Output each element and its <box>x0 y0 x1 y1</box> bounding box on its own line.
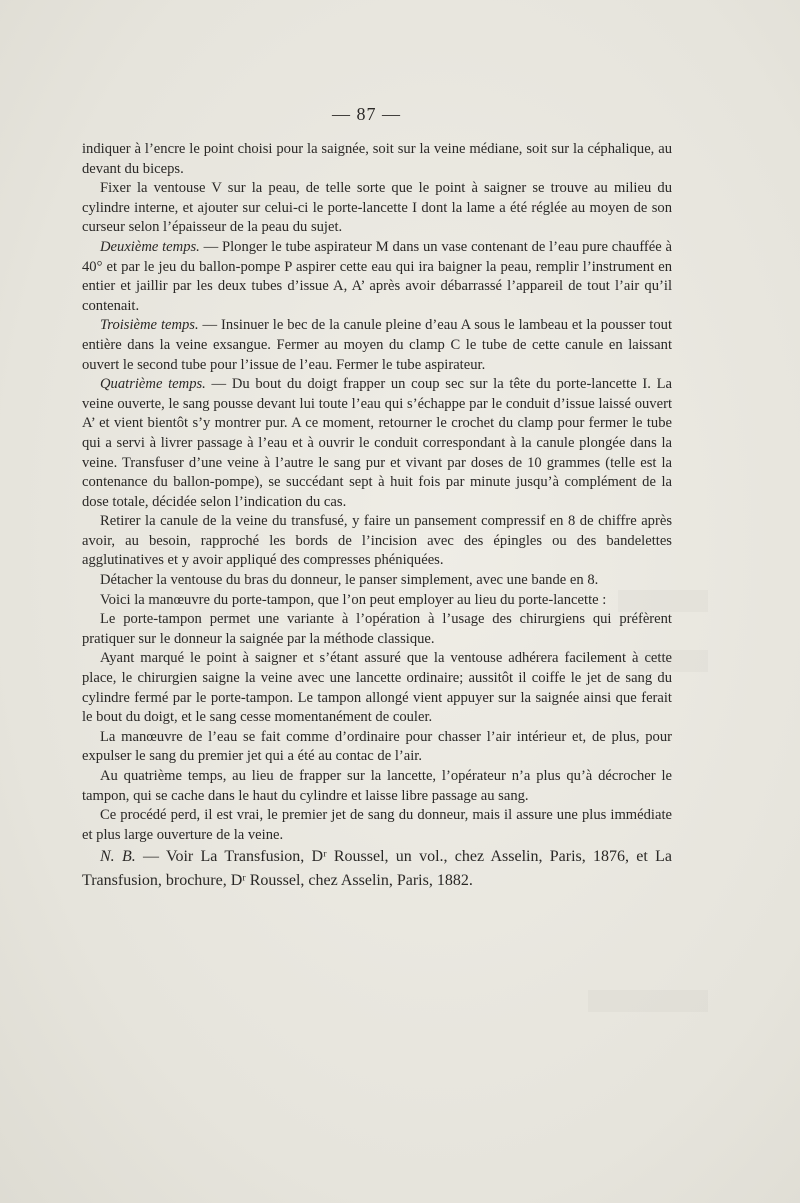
paragraph-text: Ce procédé perd, il est vrai, le premier jet de sang du donneur, mais il assure une plus immédiate et plus large ouverture de la veine. <box>82 807 672 843</box>
note-text: — Voir La Transfusion, Dʳ Roussel, un vol., chez Asselin, Paris, 1876, et La Transfusion, brochure, Dʳ Roussel, chez Asselin, Paris, 1882. <box>82 848 673 890</box>
body-text <box>82 140 672 893</box>
paragraph <box>82 179 672 238</box>
note-label: N. B. <box>100 848 136 866</box>
paragraph <box>82 806 672 845</box>
footnote-reference <box>82 845 672 893</box>
paragraph-text: — Plonger le tube aspirateur M dans un vase contenant de l’eau pure chauffée à 40° et par le jeu du ballon-pompe P aspirer cette eau qui ira baigner la peau, remplir l’instrument en entier et jaillir par les deux tubes d’issue A, A’ après avoir débarrassé l’appareil de tout l’air qu’il contenait. <box>82 238 673 314</box>
paragraph <box>82 512 672 571</box>
paragraph <box>82 767 672 806</box>
paragraph <box>82 571 672 591</box>
paragraph <box>82 728 672 767</box>
paragraph-text: Voici la manœuvre du porte-tampon, que l’on peut employer au lieu du porte-lancette : <box>100 591 607 608</box>
paragraph <box>82 649 672 727</box>
step-heading: Troisième temps. <box>100 317 199 334</box>
paragraph-text: Au quatrième temps, au lieu de frapper sur la lancette, l’opérateur n’a plus qu’à décrocher le tampon, qui se cache dans le haut du cylindre et laisse libre passage au sang. <box>82 768 672 804</box>
step-heading: Quatrième temps. <box>100 376 206 393</box>
paragraph-text: La manœuvre de l’eau se fait comme d’ordinaire pour chasser l’air intérieur et, de plus, pour expulser le sang du premier jet qui a été au contac de l’air. <box>82 728 672 765</box>
paragraph-step-4 <box>82 375 672 512</box>
paragraph-text: Fixer la ventouse V sur la peau, de telle sorte que le point à saigner se trouve au milieu du cylindre interne, et ajouter sur celui-ci le porte-lancette I dont la lame a été réglée au moyen de son curseur selon l’épaisseur de la peau du sujet. <box>82 180 672 236</box>
paragraph-text: Le porte-tampon permet une variante à l’opération à l’usage des chirurgiens qui préfèrent pratiquer sur le donneur la saignée par la méthode classique. <box>82 611 672 647</box>
paragraph-step-2 <box>82 238 672 316</box>
paragraph-step-3 <box>82 316 672 375</box>
paragraph-text: — Insinuer le bec de la canule pleine d’eau A sous le lambeau et la pousser tout entière dans la veine exsangue. Fermer au moyen du clamp C le tube de cette canule en laissant ouvert le second tube pour l’issue de l’eau. Fermer le tube aspirateur. <box>82 317 673 373</box>
paragraph-text: Détacher la ventouse du bras du donneur, le panser simplement, avec une bande en 8. <box>100 572 599 589</box>
step-heading: Deuxième temps. <box>100 238 200 255</box>
page-number: — 87 — <box>332 104 401 124</box>
bleed-through-mark <box>588 990 708 1012</box>
paragraph-text: — Du bout du doigt frapper un coup sec sur la tête du porte-lancette I. La veine ouverte, le sang pousse devant lui toute l’eau qui s’échappe par le conduit d’issue laissé ouvert A’ et vient bientôt s’y montrer pur. A ce moment, retourner le crochet du clamp pour fermer le tube qui a servi à livrer passage à l’eau et à ouvrir le conduit correspondant à la canule plongée dans la veine. Transfuser d’une veine à l’autre le sang pur et vivant par doses de 10 grammes (telle est la contenance du ballon-pompe), se succédant sept à huit fois par minute jusqu’à complément de la dose totale, décidée selon l’indication du cas. <box>82 376 672 510</box>
paragraph <box>82 140 672 179</box>
paragraph-text: indiquer à l’encre le point choisi pour la saignée, soit sur la veine médiane, soit sur la céphalique, au devant du biceps. <box>82 141 672 177</box>
paragraph-text: Ayant marqué le point à saigner et s’étant assuré que la ventouse adhérera facilement à cette place, le chirurgien saigne la veine avec une lancette ordinaire; aussitôt il coiffe le jet de sang du cylindre fermé par le porte-tampon. Le tampon allongé vient appuyer sur la saignée ainsi que ferait le bout du doigt, et le sang cesse momentanément de couler. <box>82 650 672 726</box>
paragraph-text: Retirer la canule de la veine du transfusé, y faire un pansement compressif en 8 de chiffre après avoir, au besoin, rapproché les bords de l’incision avec des épingles ou des bandelettes agglutinatives et y avoir appliqué des compresses phéniquées. <box>82 513 672 569</box>
paragraph <box>82 591 672 611</box>
paragraph <box>82 610 672 649</box>
